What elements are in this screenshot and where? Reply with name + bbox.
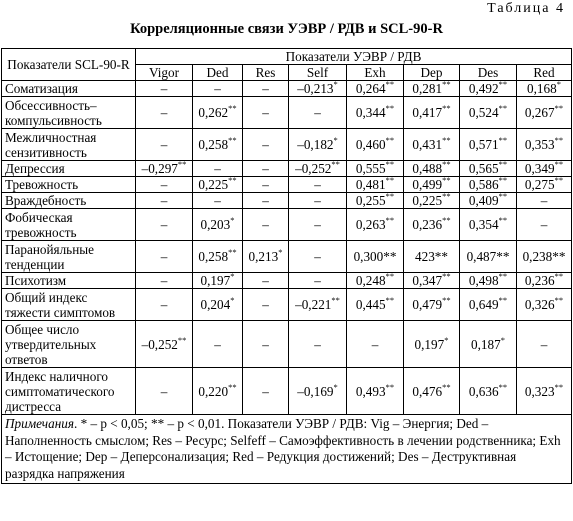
table-cell: – [243,273,289,289]
table-cell: – [136,177,193,193]
row-label: Общий индекс тяжести симптомов [2,289,136,321]
table-cell: – [289,209,347,241]
column-header: Ded [193,65,243,81]
table-row [2,129,572,161]
header-group: Показатели УЭВР / РДВ [136,49,572,65]
table-cell: –0,252** [289,161,347,177]
table-cell: 0,565** [460,161,517,177]
table-cell: – [136,81,193,97]
column-header: Des [460,65,517,81]
row-label: Враждебность [2,193,136,209]
table-cell: 0,236** [517,273,572,289]
table-cell: 0,636** [460,368,517,415]
table-cell: 0,238** [517,241,572,273]
correlation-table [1,48,572,484]
row-label: Депрессия [2,161,136,177]
table-title: Корреляционные связи УЭВР / РДВ и SCL-90-R [130,21,443,37]
header-left: Показатели SCL-90-R [2,49,136,81]
table-cell: – [193,321,243,368]
table-row [2,161,572,177]
row-label: Тревожность [2,177,136,193]
table-cell: – [517,193,572,209]
table-cell: 0,487** [460,241,517,273]
column-header: Vigor [136,65,193,81]
table-row [2,97,572,129]
table-cell: 0,354** [460,209,517,241]
column-header: Self [289,65,347,81]
table-row [2,177,572,193]
table-cell: – [289,177,347,193]
column-header: Dep [404,65,460,81]
table-cell: 0,488** [404,161,460,177]
table-cell: 0,197* [193,273,243,289]
table-cell: – [243,368,289,415]
table-cell: – [289,321,347,368]
table-cell: 0,255** [347,193,404,209]
table-cell: 0,258** [193,241,243,273]
table-cell: – [243,289,289,321]
table-cell: – [193,81,243,97]
table-cell: –0,221** [289,289,347,321]
table-row [2,273,572,289]
row-label: Общее число утвердительных ответов [2,321,136,368]
table-cell: – [243,177,289,193]
table-cell: 423** [404,241,460,273]
table-cell: – [136,209,193,241]
table-cell: –0,169* [289,368,347,415]
table-cell: 0,498** [460,273,517,289]
table-cell: – [289,241,347,273]
table-number: Таблица 4 [487,1,565,16]
table-cell: – [136,193,193,209]
table-cell: –0,213* [289,81,347,97]
table-cell: 0,213* [243,241,289,273]
table-cell: 0,417** [404,97,460,129]
table-cell: 0,225** [404,193,460,209]
table-cell: – [289,193,347,209]
table-cell: 0,571** [460,129,517,161]
table-cell: 0,479** [404,289,460,321]
table-cell: 0,187* [460,321,517,368]
table-cell: 0,323** [517,368,572,415]
table-cell: – [517,209,572,241]
table-cell: 0,203* [193,209,243,241]
table-cell: 0,347** [404,273,460,289]
table-cell: 0,263** [347,209,404,241]
table-cell: – [243,97,289,129]
table-cell: 0,431** [404,129,460,161]
table-cell: – [243,81,289,97]
table-cell: – [243,321,289,368]
table-cell: 0,258** [193,129,243,161]
table-cell: – [289,273,347,289]
table-cell: –0,182* [289,129,347,161]
table-cell: 0,649** [460,289,517,321]
table-cell: 0,262** [193,97,243,129]
table-cell: – [136,273,193,289]
column-header: Red [517,65,572,81]
table-cell: 0,524** [460,97,517,129]
table-cell: 0,264** [347,81,404,97]
table-cell: 0,197* [404,321,460,368]
table-cell: – [136,368,193,415]
table-cell: 0,267** [517,97,572,129]
table-cell: – [193,161,243,177]
table-cell: – [136,129,193,161]
table-row [2,241,572,273]
table-cell: – [347,321,404,368]
table-cell: – [136,289,193,321]
column-header: Res [243,65,289,81]
row-label: Паранойяльные тенденции [2,241,136,273]
row-label: Фобическая тревожность [2,209,136,241]
table-cell: 0,493** [347,368,404,415]
table-cell: 0,492** [460,81,517,97]
table-cell: 0,586** [460,177,517,193]
table-cell: 0,344** [347,97,404,129]
table-row [2,209,572,241]
table-cell: 0,300** [347,241,404,273]
table-cell: 0,353** [517,129,572,161]
row-label: Соматизация [2,81,136,97]
table-cell: – [193,193,243,209]
table-row [2,193,572,209]
table-cell: – [289,97,347,129]
table-cell: 0,481** [347,177,404,193]
table-cell: 0,476** [404,368,460,415]
table-cell: 0,349** [517,161,572,177]
table-cell: 0,275** [517,177,572,193]
table-cell: – [243,193,289,209]
table-cell: 0,409** [460,193,517,209]
table-cell: – [243,161,289,177]
table-cell: – [136,241,193,273]
table-row [2,81,572,97]
table-cell: 0,445** [347,289,404,321]
table-row [2,368,572,415]
table-cell: – [243,209,289,241]
row-label: Обсессивность–компульсивность [2,97,136,129]
table-cell: 0,281** [404,81,460,97]
table-cell: –0,297** [136,161,193,177]
table-cell: 0,248** [347,273,404,289]
table-note [2,415,572,484]
column-header: Exh [347,65,404,81]
table-cell: 0,499** [404,177,460,193]
row-label: Индекс наличного симптоматического дистресса [2,368,136,415]
row-label: Межличностная сензитивность [2,129,136,161]
table-cell: 0,220** [193,368,243,415]
table-cell: – [243,129,289,161]
note-label: Примечания [5,416,74,431]
table-cell: 0,236** [404,209,460,241]
table-cell: – [136,97,193,129]
table-cell: 0,460** [347,129,404,161]
table-cell: – [517,321,572,368]
table-cell: 0,225** [193,177,243,193]
table-cell: 0,555** [347,161,404,177]
table-row [2,321,572,368]
table-cell: 0,204* [193,289,243,321]
table-cell: 0,168* [517,81,572,97]
table-cell: 0,326** [517,289,572,321]
table-cell: –0,252** [136,321,193,368]
note-text: . * – p < 0,05; ** – p < 0,01. Показатели УЭВР / РДВ: Vig – Энергия; Ded – Наполненность смыслом; Res – Ресурс; Selfeff – Самоэффективность в лечении родственника; Exh – Истощение; Dep – Деперсонализация; Red – Редукция достижений; Des – Деструктивная разрядка напряжения [5,416,561,481]
table-row [2,289,572,321]
row-label: Психотизм [2,273,136,289]
